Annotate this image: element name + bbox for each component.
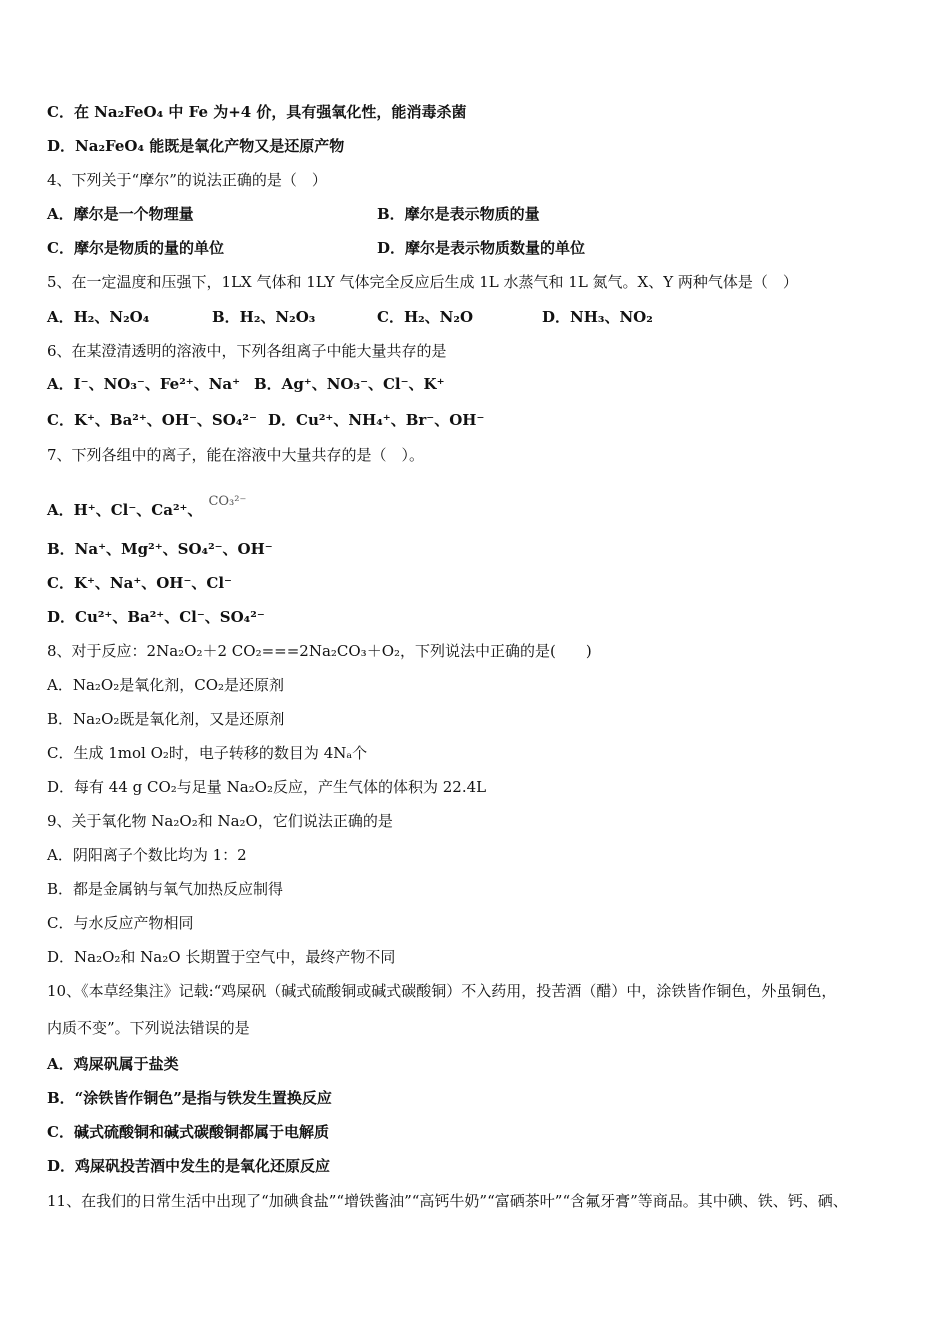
q7-option-b: B．Na⁺、Mg²⁺、SO₄²⁻、OH⁻ [47,540,273,558]
q5-option-c: C．H₂、N₂O [377,308,474,326]
q4-option-a: A．摩尔是一个物理量 [47,205,194,223]
q10-option-b: B．“涂铁皆作铜色”是指与铁发生置换反应 [47,1089,332,1107]
q7-carbonate-formula: CO₃²⁻ [208,494,247,509]
q8-option-c: C．生成 1mol O₂时，电子转移的数目为 4Nₐ个 [47,744,368,762]
q8-option-a: A．Na₂O₂是氧化剂，CO₂是还原剂 [47,676,285,694]
q9-option-b: B．都是金属钠与氧气加热反应制得 [47,880,284,898]
q9-option-d: D．Na₂O₂和 Na₂O 长期置于空气中，最终产物不同 [47,948,396,966]
q8-option-b: B．Na₂O₂既是氧化剂，又是还原剂 [47,710,285,728]
q8-option-d: D．每有 44 g CO₂与足量 Na₂O₂反应，产生气体的体积为 22.4L [47,778,487,796]
q9-stem: 9、关于氧化物 Na₂O₂和 Na₂O，它们说法正确的是 [47,812,393,830]
q10-stem-line2: 内质不变”。下列说法错误的是 [47,1019,250,1037]
q10-option-c: C．碱式硫酸铜和碱式碳酸铜都属于电解质 [47,1123,329,1141]
q6-stem: 6、在某澄清透明的溶液中，下列各组离子中能大量共存的是 [47,342,447,360]
q4-option-d: D．摩尔是表示物质数量的单位 [377,239,586,257]
q3-option-c: C．在 Na₂FeO₄ 中 Fe 为+4 价，具有强氧化性，能消毒杀菌 [47,103,467,121]
q3-option-d: D．Na₂FeO₄ 能既是氧化产物又是还原产物 [47,137,345,155]
q7-stem: 7、下列各组中的离子，能在溶液中大量共存的是（ ）。 [47,446,425,464]
q8-stem: 8、对于反应：2Na₂O₂＋2 CO₂===2Na₂CO₃＋O₂，下列说法中正确的是( ) [47,642,592,660]
q5-option-d: D．NH₃、NO₂ [542,308,653,326]
q10-stem-line1: 10、《本草经集注》记载:“鸡屎矾（碱式硫酸铜或碱式碳酸铜）不入药用，投苦酒（醋）中，涂铁皆作铜色，外虽铜色， [47,982,837,1000]
q4-option-b: B．摩尔是表示物质的量 [377,205,540,223]
q9-option-a: A．阴阳离子个数比均为 1：2 [47,846,247,864]
q5-option-b: B．H₂、N₂O₃ [212,308,316,326]
q5-option-a: A．H₂、N₂O₄ [47,308,150,326]
q6-option-d: D．Cu²⁺、NH₄⁺、Br⁻、OH⁻ [268,411,485,429]
q7-option-d: D．Cu²⁺、Ba²⁺、Cl⁻、SO₄²⁻ [47,608,265,626]
q7-option-a-text: A．H⁺、Cl⁻、Ca²⁺、 [47,501,203,519]
q4-stem: 4、下列关于“摩尔”的说法正确的是（ ） [47,171,327,189]
q4-option-c: C．摩尔是物质的量的单位 [47,239,224,257]
q10-option-d: D．鸡屎矾投苦酒中发生的是氧化还原反应 [47,1157,331,1175]
q10-option-a: A．鸡屎矾属于盐类 [47,1055,179,1073]
q6-option-c: C．K⁺、Ba²⁺、OH⁻、SO₄²⁻ [47,411,257,429]
q6-option-b: B．Ag⁺、NO₃⁻、Cl⁻、K⁺ [254,375,445,393]
q11-stem: 11、在我们的日常生活中出现了“加碘食盐”“增铁酱油”“高钙牛奶”“富硒茶叶”“含氟牙膏”等商品。其中碘、铁、钙、硒、 [47,1192,848,1210]
q6-option-a: A．I⁻、NO₃⁻、Fe²⁺、Na⁺ [47,375,241,393]
q9-option-c: C．与水反应产物相同 [47,914,194,932]
q7-option-a [47,492,246,520]
q7-option-c: C．K⁺、Na⁺、OH⁻、Cl⁻ [47,574,232,592]
q5-stem: 5、在一定温度和压强下，1LX 气体和 1LY 气体完全反应后生成 1L 水蒸气和 1L 氮气。X、Y 两种气体是（ ） [47,273,798,291]
